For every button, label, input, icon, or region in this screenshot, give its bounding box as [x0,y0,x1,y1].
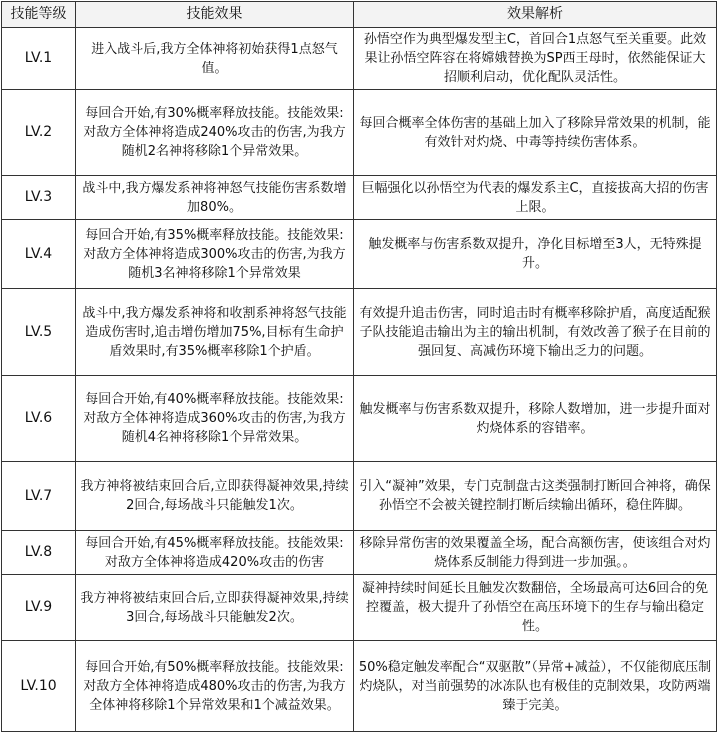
analysis-cell: 触发概率与伤害系数双提升，净化目标增至3人，无特殊提升。 [354,220,717,289]
level-cell: LV.2 [2,90,76,176]
effect-cell: 我方神将被结束回合后,立即获得凝神效果,持续3回合,每场战斗只能触发2次。 [76,575,354,641]
table-row [2,641,717,732]
analysis-cell: 引入“凝神”效果，专门克制盘古这类强制打断回合神将，确保孙悟空不会被关键控制打断后续输出循环，稳住阵脚。 [354,462,717,531]
level-cell: LV.9 [2,575,76,641]
level-cell: LV.4 [2,220,76,289]
analysis-text: 孙悟空作为典型爆发型主C，首回合1点怒气至关重要。此效果让孙悟空阵容在将嫦娥替换为SP西王母时，依然能保证大招顺利启动，优化配队灵活性。 [363,32,707,85]
analysis-cell: 凝神持续时间延长且触发次数翻倍，全场最高可达6回合的免控覆盖，极大提升了孙悟空在高压环境下的生存与输出稳定性。 [354,575,717,641]
table-row [2,289,717,376]
table-row [2,28,717,90]
level-cell: LV.5 [2,289,76,376]
table-row [2,376,717,462]
effect-cell: 每回合开始,有50%概率释放技能。技能效果:对敌方全体神将造成480%攻击的伤害,为我方全体神将移除1个异常效果和1个减益效果。 [76,641,354,732]
table-header-row [2,2,717,28]
effect-text: 每回合开始,有45%概率释放技能。技能效果:对敌方全体神将造成420%攻击的伤害 [85,535,344,570]
effect-cell: 我方神将被结束回合后,立即获得凝神效果,持续2回合,每场战斗只能触发1次。 [76,462,354,531]
header-skill-effect: 技能效果 [76,2,354,28]
table-row [2,220,717,289]
table-row [2,90,717,176]
header-skill-level: 技能等级 [2,2,76,28]
effect-cell: 进入战斗后,我方全体神将初始获得1点怒气值。 [76,28,354,90]
effect-cell: 每回合开始,有30%概率释放技能。技能效果:对敌方全体神将造成240%攻击的伤害,为我方随机2名神将移除1个异常效果。 [76,90,354,176]
level-cell: LV.3 [2,176,76,220]
table-row [2,462,717,531]
analysis-cell [354,28,717,90]
level-cell: LV.1 [2,28,76,90]
effect-cell: 每回合开始,有35%概率释放技能。技能效果:对敌方全体神将造成300%攻击的伤害,为我方随机3名神将移除1个异常效果 [76,220,354,289]
analysis-cell: 每回合概率全体伤害的基础上加入了移除异常效果的机制，能有效针对灼烧、中毒等持续伤害体系。 [354,90,717,176]
level-cell: LV.6 [2,376,76,462]
analysis-cell: 50%稳定触发率配合“双驱散”（异常+减益），不仅能彻底压制灼烧队，对当前强势的冰冻队也有极佳的克制效果，攻防两端臻于完美。 [354,641,717,732]
effect-cell: 战斗中,我方爆发系神将和收割系神将怒气技能造成伤害时,追击增伤增加75%,目标有生命护盾效果时,有35%概率移除1个护盾。 [76,289,354,376]
effect-cell [76,531,354,575]
level-cell: LV.7 [2,462,76,531]
skill-table [1,1,717,732]
effect-cell: 战斗中,我方爆发系神将神怒气技能伤害系数增加80%。 [76,176,354,220]
analysis-cell: 移除异常伤害的效果覆盖全场，配合高额伤害，使该组合对灼烧体系反制能力得到进一步加强。。 [354,531,717,575]
table-row [2,531,717,575]
level-cell: LV.8 [2,531,76,575]
analysis-cell: 巨幅强化以孙悟空为代表的爆发系主C，直接拔高大招的伤害上限。 [354,176,717,220]
effect-cell: 每回合开始,有40%概率释放技能。技能效果:对敌方全体神将造成360%攻击的伤害,为我方随机4名神将移除1个异常效果。 [76,376,354,462]
analysis-cell: 触发概率与伤害系数双提升，移除人数增加，进一步提升面对灼烧体系的容错率。 [354,376,717,462]
table-row [2,575,717,641]
analysis-cell: 有效提升追击伤害，同时追击时有概率移除护盾，高度适配猴子队技能追击输出为主的输出机制，有效改善了猴子在目前的强回复、高减伤环境下输出乏力的问题。 [354,289,717,376]
header-effect-analysis: 效果解析 [354,2,717,28]
level-cell: LV.10 [2,641,76,732]
table-row [2,176,717,220]
